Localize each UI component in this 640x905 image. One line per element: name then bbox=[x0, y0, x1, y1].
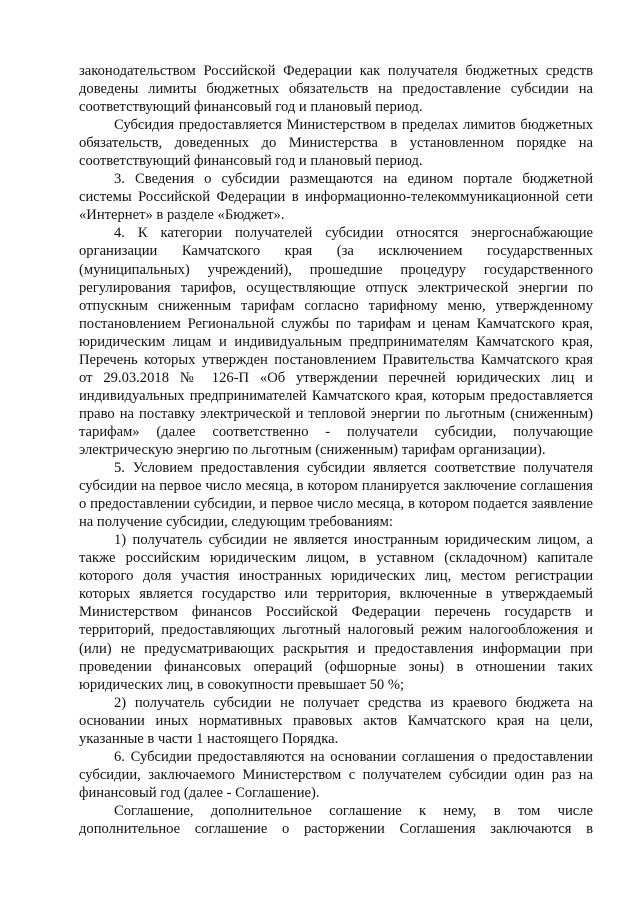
paragraph-item-4: 4. К категории получателей субсидии относятся энергоснабжающие организации Камчатского края (за исключением государственных (муниципальных) учреждений), прошедшие процедуру государственного регулирования тарифов, осуществляющие отпуск электрической энергии по отпускным сниженным тарифам согласно тарифному меню, утвержденному постановлением Региональной службы по тарифам и ценам Камчатского края, юридическим лицам и индивидуальным предпринимателям Камчатского края, Перечень которых утвержден постановлением Правительства Камчатского края от 29.03.2018 № 126-П «Об утверждении перечней юридических лиц и индивидуальных предпринимателей Камчатского края, которым предоставляется право на поставку электрической и тепловой энергии по льготным (сниженным) тарифам» (далее соответственно - получатели субсидии, получающие электрическую энергию по льготным (сниженным) тарифам организации). bbox=[79, 225, 593, 458]
paragraph-item-5: 5. Условием предоставления субсидии является соответствие получателя субсидии на первое число месяца, в котором планируется заключение соглашения о предоставлении субсидии, и первое число месяца, в котором подается заявление на получение субсидии, следующим требованиям: bbox=[79, 460, 593, 531]
paragraph-item-6: 6. Субсидии предоставляются на основании соглашения о предоставлении субсидии, заключаемого Министерством с получателем субсидии один раз на финансовый год (далее - Соглашение). bbox=[79, 748, 593, 801]
document-body bbox=[79, 62, 593, 838]
paragraph-subitem-1: 1) получатель субсидии не является иностранным юридическим лицом, а также российским юридическим лицом, в уставном (складочном) капитале которого доля участия иностранных юридических лиц, местом регистрации которых является государство или территория, включенные в утверждаемый Министерством финансов Российской Федерации перечень государств и территорий, предоставляющих льготный налоговый режим налогообложения и (или) не предусматривающих раскрытия и предоставления информации при проведении финансовых операций (офшорные зоны) в отношении таких юридических лиц, в совокупности превышает 50 %; bbox=[79, 532, 593, 693]
paragraph-item-3: 3. Сведения о субсидии размещаются на едином портале бюджетной системы Российской Федерации в информационно-телекоммуникационной сети «Интернет» в разделе «Бюджет». bbox=[79, 171, 593, 224]
paragraph-agreement: Соглашение, дополнительное соглашение к нему, в том числе дополнительное соглашение о расторжении Соглашения заключаются в bbox=[79, 802, 593, 837]
paragraph-subitem-2: 2) получатель субсидии не получает средства из краевого бюджета на основании иных нормативных правовых актов Камчатского края на цели, указанные в части 1 настоящего Порядка. bbox=[79, 694, 593, 747]
paragraph-subsidy-limits: Субсидия предоставляется Министерством в пределах лимитов бюджетных обязательств, доведенных до Министерства в установленном порядке на соответствующий финансовый год и плановый период. bbox=[79, 117, 593, 170]
paragraph-continuation: законодательством Российской Федерации как получателя бюджетных средств доведены лимиты бюджетных обязательств на предоставление субсидии на соответствующий финансовый год и плановый период. bbox=[79, 63, 593, 116]
